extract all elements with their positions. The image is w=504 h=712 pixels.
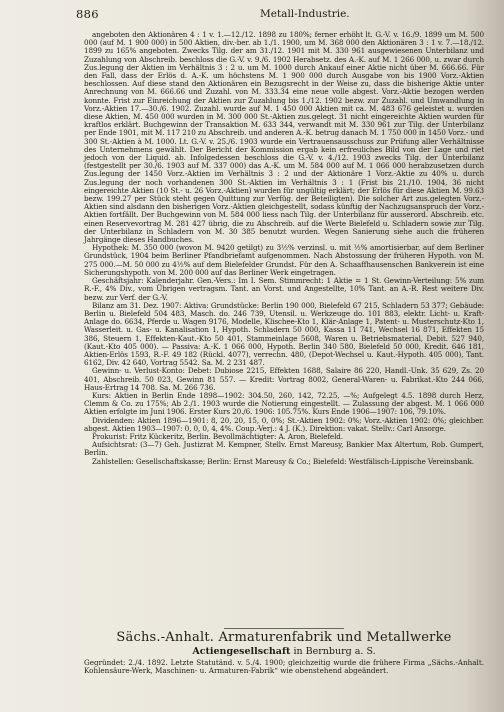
paragraph-paying-agents: Zahlstellen: Gesellschaftskasse; Berlin: Ernst Mareusy & Co.; Bielefeld: Westfälisch-Lippische Vereinsbank. [92,456,474,466]
company-subtitle [84,646,484,657]
page-header [0,4,504,24]
company-founding-text: Gegründet: 2./4. 1892. Letzte Statutänd. v. 5./4. 1900; gleichzeitig wurde die frühere Firma „Sächs.-Anhalt. Kohlensäure-Werk, Maschinen- u. Armaturen-Fabrik“ wie obenstehend abgeändert. [84,658,484,676]
paragraph-balance-sheet: Bilanz am 31. Dez. 1907: Aktiva: Grundstücke: Berlin 190 000, Bielefeld 67 215, Schladern 53 377; Gebäude: Berlin u. Bielefeld 504 483, Masch. do. 246 739, Utensil. u. Werkzeuge do. 101 883, elektr. Licht- u. Kraft-Anlage do. 6634, Pferde u. Wagen 9176, Modelle, Klischee-Kto 1, Klär-Anlage 1, Patent- u. Musterschutz-Kto 1, Wasserleit. u. Gas- u. Kanalisation 1, Hypoth. Schladern 50 000, Kassa 11 741, Wechsel 16 871, Effekten 15 386, Steuern 1, Effekten-Kaut.-Kto 50 401, Stammeinlage 5608, Waren u. Betriebsmaterial, Debit. 527 940, (Kaut.-Kto 405 000). — Passiva: A.-K. 1 066 000, Hypoth. Berlin 340 580, Bielefeld 50 000, Kredit. 646 181, Aktien-Erlös 1593, R.-F. 49 182 (Rückl. 4077), verrechn. 480, (Depot-Wechsel u. Kaut.-Hypoth. 405 000), Tant. 6162, Div. 42 640, Vortrag 5542. Sa. M. 2 231 487. [84,300,484,368]
paragraph-share-price: Kurs: Aktien in Berlin Ende 1898—1902: 304.50, 260, 142, 72.25, —%; Aufgelegt 4.5. 1898 durch Herz, Clemm & Co. zu 175%; Ab 2./1. 1903 wurde die Notierung eingestellt. — Zulassung der abgest. M. 1 066 000 Aktien erfolgte im Juni 1906. Erster Kurs 20./6. 1906: 105.75%. Kurs Ende 1906—1907: 106, 79.10%. [84,390,484,417]
paragraph-capital-history: angeboten den Aktionären 4 : 1 v. 1.—12./12. 1898 zu 180%; ferner erhöht lt. G.-V. v. 16./9. 1899 um M. 500 000 (auf M. 1 900 000) in 500 Aktien, div.-ber. ab 1./1. 1900, um M. 368 000 den Aktionären 3 : 1 v. 7.—18./12. 1899 zu 165% angeboten. Zwecks Tilg. der am 31./12. 1901 mit M. 330 961 ausgewiesenen Unterbilanz und Zuzahlung von Abschreib. beschloss die G.-V. v. 9./6. 1902 Herabsetz. des A.-K. auf M. 1 266 000, u. zwar durch Zus.legung der Aktien im Verhältnis 3 : 2 u. um M. 1000 durch Ankauf einer Aktie nicht über M. 666.66. Für den Fall, dass der Erlös d. A.-K. um höchstens M. 1 900 000 durch Ausgabe von bis 1900 Vorz.-Aktien beschlossen. Auf diese stand den Aktionären ein Bezugsrecht in der Weise zu, dass die bisherige Aktie unter Anrechnung von M. 666.66 und Zuzahl. von M. 333.34 eine neue volle abgest. Vorz.-Aktie bezogen werden konnte. Frist zur Einreichung der Aktien zur Zuzahlung bis 1./12. 1902 bezw. zur Zuzahl. und Umwandlung in Vorz.-Aktien 17.—30./6. 1902. Zuzahl. wurde auf M. 1 450 000 Aktien mit ca. M. 483 676 geleistet u. wurden diese Aktien, M. 450 000 wurden in M. 300 000 St.-Aktien zus.gelegt. 31 nicht eingereichte Aktien wurden für kraftlos erklärt. Buchgewinn der Transaktion M. 633 344, verwandt mit M. 330 961 zur Tilg. der Unterbilanz per Ende 1901, mit M. 117 210 zu Abschreib. und anderen A.-K. betrug danach M. 1 750 000 in 1450 Vorz.- und 300 St.-Aktien à M. 1000. Lt. G.-V. v. 25./6. 1903 wurde ein Vertrauensausschuss zur Prüfung aller Verhältnisse des Unternehmens gewählt. Der Bericht der Kommission ergab kein erfreuliches Bild von der Lage und riet jedoch von der Liquid. ab. Infolgedessen beschloss die G.-V. v. 4./12. 1903 zwecks Tilg. der Unterbilanz (festgestellt per 30./6. 1903 auf M. 337 000) das A.-K. um M. 584 000 auf M. 1 066 000 herabzusetzen durch Zus.legung der 1450 Vorz.-Aktien im Verhältnis 3 : 2 und der Aktionäre 1 Vorz.-Aktie zu 40% u. durch Zus.legung der noch vorhandenen 300 St.-Aktien im Verhältnis 3 : 1 (Frist bis 21./10. 1904, 36 nicht eingereichte Aktien (10 St.- u. 26 Vorz.-Aktien) wurden für ungültig erklärt; der Erlös für diese Aktien M. 99.63 bezw. 199.27 per Stück steht gegen Quittung zur Verfüg. der Beteiligten). Die solcher Art zus.gelegten Vorz.-Aktien sind alsdann den bisherigen Vorz.-Aktien gleichgestellt, sodass künftig der Nachzugsanspruch der Vorz.-Aktien fortfällt. Der Buchgewinn von M. 584 000 liess nach Tilg. der Unterbilanz für ausserord. Abschreib. etc. einen Reservevortrag M. 281 427 übrig, die zu Abschreib. auf die Werte Bielefeld u. Schladern sowie zur Tilg. der Unterbilanz in Schladern von M. 30 385 benutzt wurden. Wegen Sanierung siehe auch die früheren Jahrgänge dieses Handbuches. [84,30,484,245]
company-subtitle-location: in Bernburg a. S. [290,646,376,657]
paragraph-profit-loss: Gewinn- u. Verlust-Konto: Debet: Dubiose 2215, Effekten 1688, Salaire 86 220, Handl.-Unk. 35 629, Zs. 20 401, Abschreib. 50 023, Gewinn 81 557. — Kredit: Vortrag 8002, General-Waren- u. Fabrikat.-Kto 244 066, Haus-Ertrag 14 708. Sa. M. 266 736. [84,366,484,392]
paragraph-supervisory-board: Aufsichtsrat: (3—7) Geh. Justizrat M. Kempner, Stellv. Ernst Mareusy, Bankier Max Altertum, Rob. Gumpert, Berlin. [84,440,484,458]
company-title: Sächs.-Anhalt. Armaturenfabrik und Metallwerke [116,630,452,645]
paragraph-mortgage: Hypothek: M. 350 000 (wovon M. 9420 getilgt) zu 3½% verzinsl. u. mit ½% amortisierbar, auf dem Berliner Grundstück, 1904 beim Berliner Pfandbriefamt aufgenommen. Nach Abstossung der früheren Hypoth. von M. 275 000.—M. 50 000 zu 4½% auf dem Bielefelder Grundst. Für den A. Schaaffhausenschen Bankverein ist eine Sicherungshypoth. von M. 200 000 auf das Berliner Werk eingetragen. [84,243,484,277]
company-subtitle-bold: Actiengesellschaft [192,646,291,657]
article-body [84,31,484,466]
page-number: 886 [76,7,99,21]
next-company-entry [84,628,484,675]
paragraph-dividends: Dividenden: Aktien 1896—1901: 8, 20, 20, 15, 0, 0%; St.-Aktien 1902: 0%; Vorz.-Aktien 1902: 0%; gleichber. abgest. Aktien 1903—1907: 0, 0, 0, 4, 4%. Coup.-Verj.: 4 J. (K.). Direktion: vakat. Stellv.: Carl Ansorge. [84,415,484,433]
running-head: Metall-Industrie. [260,8,350,20]
paragraph-fiscal-year: Geschäftsjahr: Kalenderjahr. Gen.-Vers.: Im I. Sem. Stimmrecht: 1 Aktie = 1 St. Gewinn-Verteilung: 5% zum R.-F., 4% Div., vom Übrigen vertragsm. Tant. an Vorst. und Angestellte, 10% Tant. an A.-R. Rest weitere Div. bezw. zur Verf. der G.-V. [84,276,484,302]
section-divider [224,628,344,629]
paragraph-officers: Prokurist: Fritz Kückeritz, Berlin. Bevollmächtigter: A. Aron, Bielefeld. [92,431,343,441]
